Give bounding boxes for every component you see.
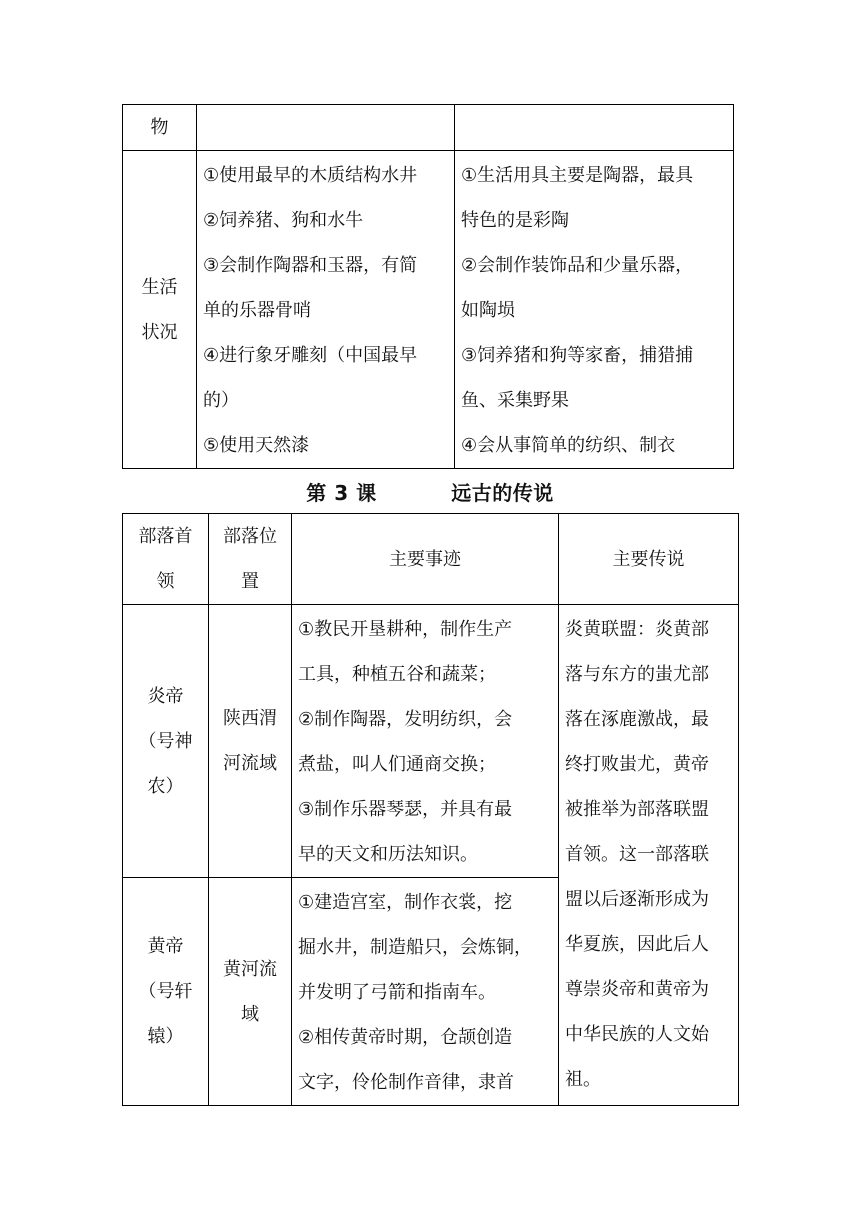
lesson-title: 远古的传说 bbox=[451, 481, 554, 505]
banpo-life-cell bbox=[455, 151, 734, 469]
culture-comparison-table bbox=[122, 104, 734, 469]
text-line: 尊崇炎帝和黄帝为 bbox=[565, 979, 709, 1000]
text-line: 煮盐，叫人们通商交换； bbox=[298, 754, 496, 775]
header-text: 部落首 bbox=[138, 526, 193, 547]
text-line: 中华民族的人文始 bbox=[565, 1024, 709, 1045]
text-line: 如陶埙 bbox=[461, 300, 515, 321]
header-legend bbox=[559, 514, 739, 605]
text-line: 并发明了弓箭和指南车。 bbox=[298, 982, 496, 1003]
text-line: ①生活用具主要是陶器，最具 bbox=[461, 165, 694, 186]
header-text: 主要传说 bbox=[612, 548, 685, 570]
header-text: 部落位 bbox=[223, 526, 277, 547]
table-row bbox=[123, 605, 739, 878]
text-line: 的） bbox=[203, 390, 239, 411]
text-line: ②饲养猪、狗和水牛 bbox=[203, 210, 364, 231]
text-line: 终打败蚩尤，黄帝 bbox=[565, 754, 709, 775]
text-line: 被推举为部落联盟 bbox=[565, 799, 709, 820]
text-line: 特色的是彩陶 bbox=[461, 210, 569, 231]
text-line: 文字，伶伦制作音律，隶首 bbox=[298, 1072, 514, 1093]
location-yandi bbox=[209, 605, 292, 878]
text-line: 首领。这一部落联 bbox=[565, 844, 709, 865]
legends-table-header bbox=[123, 514, 739, 605]
table1-row-top-col2 bbox=[455, 105, 734, 151]
text-line: 炎帝 bbox=[147, 685, 184, 707]
text-line: 域 bbox=[241, 1003, 259, 1025]
text-line: 单的乐器骨哨 bbox=[203, 300, 311, 321]
text-line: 炎黄联盟：炎黄部 bbox=[565, 619, 709, 640]
text-line: ⑤使用天然漆 bbox=[203, 435, 310, 456]
text-line: ④进行象牙雕刻（中国最早 bbox=[203, 345, 418, 366]
text-line: 陕西渭 bbox=[223, 708, 277, 729]
lesson-number: 第 3 课 bbox=[306, 481, 377, 505]
leader-yandi bbox=[123, 605, 209, 878]
life-status-label-line: 生活 bbox=[141, 276, 178, 298]
text-line: 落在涿鹿激战，最 bbox=[565, 709, 709, 730]
text-line: 工具，种植五谷和蔬菜； bbox=[298, 664, 496, 685]
deeds-huangdi bbox=[292, 878, 559, 1106]
text-line: ②会制作装饰品和少量乐器， bbox=[461, 255, 694, 276]
text-line: 辕） bbox=[147, 1026, 184, 1047]
header-text: 主要事迹 bbox=[389, 548, 461, 570]
text-line: 祖。 bbox=[565, 1069, 601, 1090]
table1-row-top-label: 物 bbox=[123, 105, 197, 151]
table1-row-top-col1 bbox=[197, 105, 455, 151]
text-line: ④会从事简单的纺织、制衣 bbox=[461, 435, 676, 456]
text-line: ①建造宫室，制作衣裳，挖 bbox=[298, 892, 513, 913]
text-line: ③会制作陶器和玉器，有简 bbox=[203, 255, 418, 276]
life-status-label-line: 状况 bbox=[141, 321, 178, 343]
text-line: （号神 bbox=[138, 730, 193, 752]
text-line: ③饲养猪和狗等家畜，捕猎捕 bbox=[461, 345, 694, 366]
text-line: （号轩 bbox=[138, 981, 193, 1002]
text-line: 早的天文和历法知识。 bbox=[298, 844, 478, 865]
text-line: ①使用最早的木质结构水井 bbox=[203, 165, 418, 186]
text-line: 盟以后逐渐形成为 bbox=[565, 889, 709, 910]
legends-table bbox=[122, 513, 739, 1106]
header-text: 置 bbox=[241, 571, 259, 592]
header-location bbox=[209, 514, 292, 605]
lesson-heading bbox=[122, 474, 738, 512]
text-line: ②制作陶器，发明纺织，会 bbox=[298, 709, 513, 730]
text-line: 黄帝 bbox=[147, 936, 184, 957]
hemudu-life-cell bbox=[197, 151, 455, 469]
text-line: ②相传黄帝时期，仓颉创造 bbox=[298, 1027, 513, 1048]
life-status-label bbox=[123, 151, 197, 469]
table1-row-top bbox=[123, 105, 734, 151]
text-line: 落与东方的蚩尤部 bbox=[565, 664, 709, 685]
text-line: 黄河流 bbox=[223, 958, 277, 980]
header-text: 领 bbox=[156, 571, 175, 592]
text-line: 鱼、采集野果 bbox=[461, 390, 569, 411]
deeds-yandi bbox=[292, 605, 559, 878]
text-line: ③制作乐器琴瑟，并具有最 bbox=[298, 799, 513, 820]
text-line: 华夏族，因此后人 bbox=[565, 934, 709, 955]
text-line: ①教民开垦耕种，制作生产 bbox=[298, 619, 513, 640]
header-deeds bbox=[292, 514, 559, 605]
table1-row-life bbox=[123, 151, 734, 469]
header-leader bbox=[123, 514, 209, 605]
text-line: 河流域 bbox=[223, 753, 277, 774]
legend-cell bbox=[559, 605, 739, 1106]
text-line: 农） bbox=[147, 775, 184, 797]
location-huangdi bbox=[209, 878, 292, 1106]
text-line: 掘水井，制造船只，会炼铜， bbox=[298, 937, 532, 958]
leader-huangdi bbox=[123, 878, 209, 1106]
